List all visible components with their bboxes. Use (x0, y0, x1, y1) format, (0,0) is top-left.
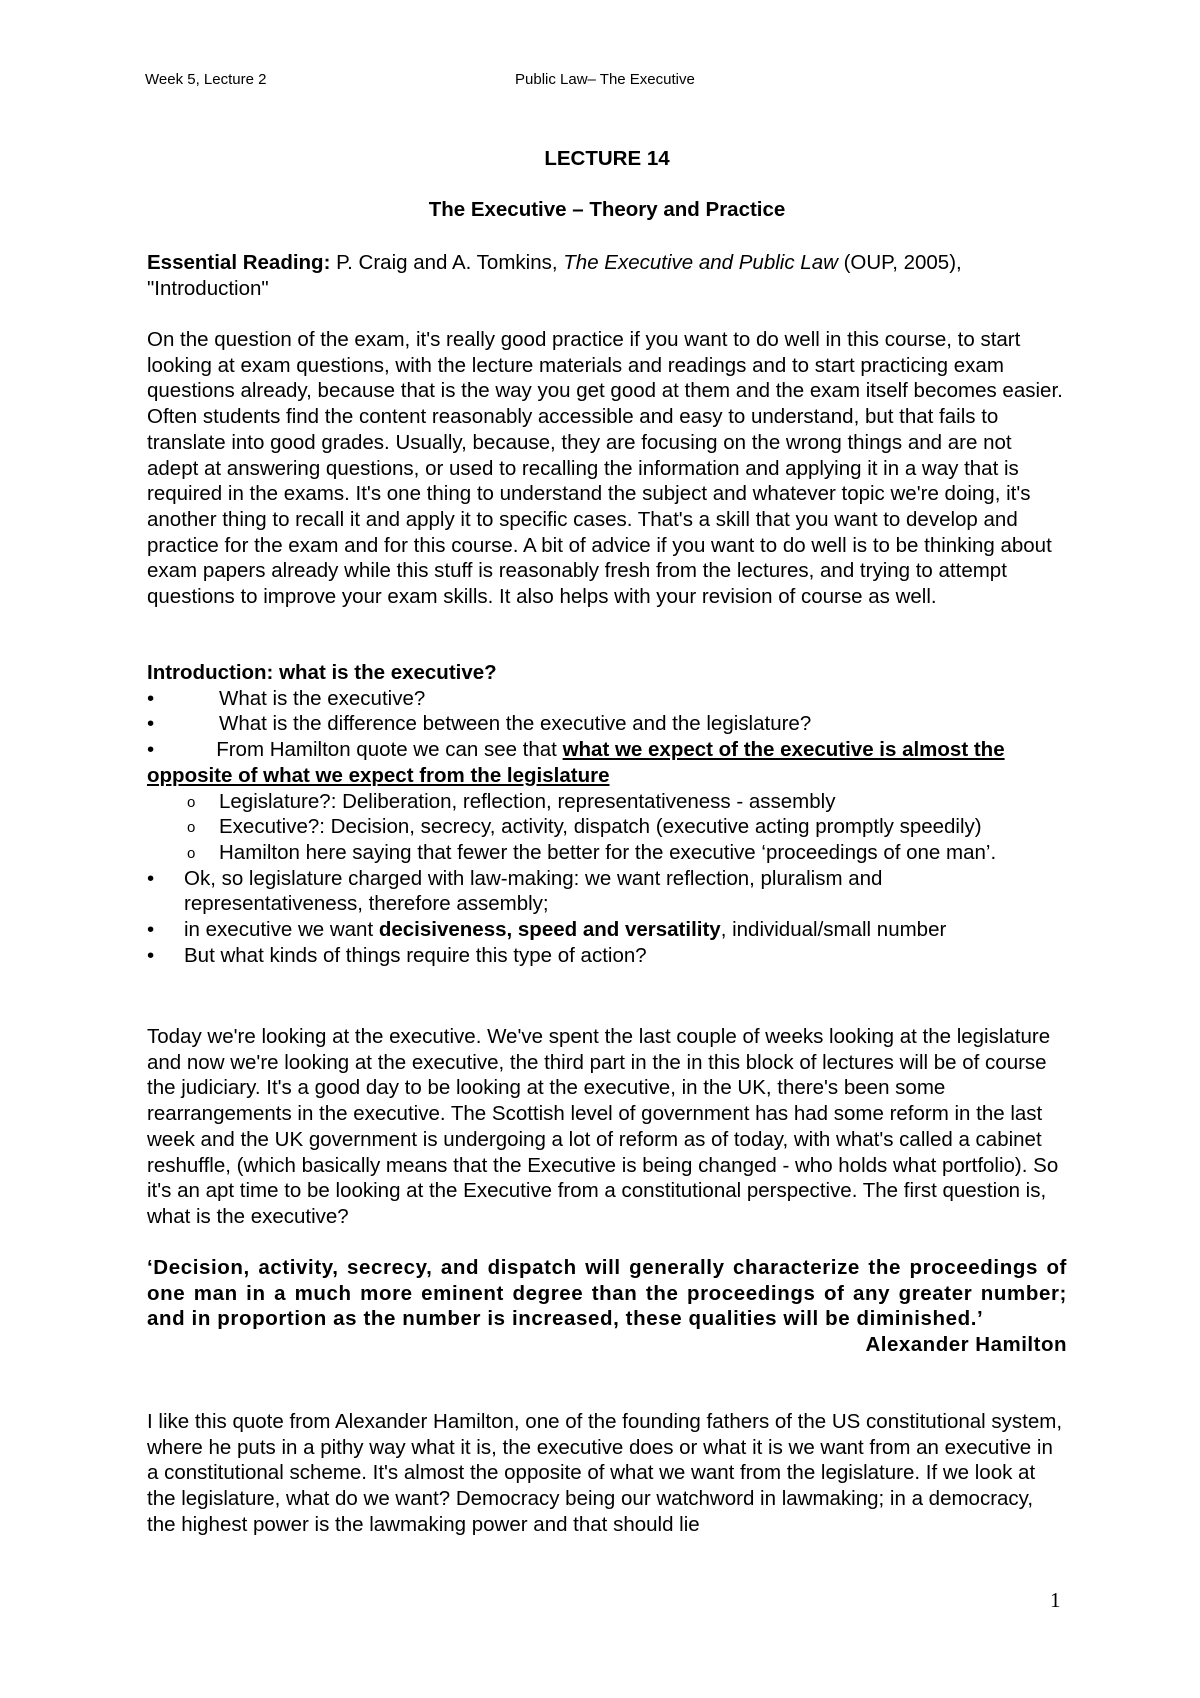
list-item: • Ok, so legislature charged with law-making: we want reflection, pluralism and representativeness, therefore assembly; (147, 866, 883, 916)
essential-reading (147, 250, 1067, 301)
intro-paragraph: On the question of the exam, it's really good practice if you want to do well in this course, to start looking at exam questions, with the lecture materials and readings and to start practicing exam questions already, because that is the way you get good at them and the exam itself becomes easier. Often students find the content reasonably accessible and easy to understand, but that fails to translate into good grades. Usually, because, they are focusing on the wrong things and are not adept at answering questions, or used to recalling the information and applying it in a way that is required in the exams. It's one thing to understand the subject and whatever topic we're doing, it's another thing to recall it and apply it to specific cases. That's a skill that you want to develop and practice for the exam and for this course. A bit of advice if you want to do well is to be thinking about exam papers already while this stuff is reasonably fresh from the lectures, and trying to attempt questions to improve your exam skills. It also helps with your revision of course as well. (147, 328, 1063, 609)
bullet-icon: • (147, 738, 155, 762)
list-item: • But what kinds of things require this type of action? (147, 943, 647, 967)
emphasized-text: decisiveness, speed and versatility (378, 918, 721, 942)
today-paragraph: Today we're looking at the executive. We've spent the last couple of weeks looking at the legislature and now we're looking at the executive, the third part in the in this block of lectures will be of course the judiciary. It's a good day to be looking at the executive, in the UK, there's been some rearrangements in the executive. The Scottish level of government has had some reform in the last week and the UK government is undergoing a lot of reform as of today, with what's called a cabinet reshuffle, (which basically means that the Executive is being changed - who holds what portfolio). So it's an apt time to be looking at the Executive from a constitutional perspective. The first question is, what is the executive? (147, 1025, 1059, 1228)
page-number: 1 (1050, 1588, 1061, 1612)
circle-bullet-icon: o (187, 844, 196, 862)
emphasized-text: what we expect of the executive is almost the opposite of what we expect from the legislature (147, 738, 1005, 787)
section-heading: Introduction: what is the executive? (147, 661, 497, 684)
bullet-icon: • (147, 712, 155, 736)
quote-attribution: Alexander Hamilton (865, 1333, 1067, 1357)
bullet-icon: • (147, 918, 155, 942)
lecture-title: LECTURE 14 (544, 147, 670, 170)
sub-list-item: o Executive?: Decision, secrecy, activity, dispatch (executive acting promptly speedily) (147, 814, 1067, 840)
bullet-icon: • (147, 686, 155, 710)
sub-list-item: o Legislature?: Deliberation, reflection, representativeness - assembly (147, 789, 1067, 815)
reading-text-2: (OUP, 2005), "Introduction" (147, 251, 962, 300)
intro-paragraph-block (147, 327, 1067, 610)
header-left: Week 5, Lecture 2 (145, 71, 267, 88)
reading-book-title: The Executive and Public Law (563, 251, 838, 274)
circle-bullet-icon: o (187, 819, 196, 837)
list-item: • What is the executive? (147, 686, 426, 710)
bullet-icon: • (147, 866, 155, 890)
reading-text-1: P. Craig and A. Tomkins, (330, 251, 564, 274)
hamilton-quote: ‘Decision, activity, secrecy, and dispatch will generally characterize the proceedings of one man in a much more eminent degree than the proceedings of any greater number; and in proportion as the number is increased, these qualities will be diminished.’ (147, 1256, 1067, 1331)
list-item: • From Hamilton quote we can see that what we expect of the executive is almost the opposite of what we expect from the legislature (147, 738, 1005, 787)
list-item: • What is the difference between the executive and the legislature? (147, 712, 812, 736)
today-paragraph-block (147, 1024, 1067, 1230)
introduction-section (147, 660, 1067, 968)
header-right: Public Law– The Executive (515, 71, 695, 88)
lecture-subtitle: The Executive – Theory and Practice (428, 198, 786, 221)
circle-bullet-icon: o (187, 793, 196, 811)
quote-block (147, 1255, 1067, 1358)
sub-list-item: o Hamilton here saying that fewer the better for the executive ‘proceedings of one man’. (147, 840, 1067, 866)
closing-paragraph: I like this quote from Alexander Hamilton, one of the founding fathers of the US constitutional system, where he puts in a pithy way what it is, the executive does or what it is we want from an executive in a constitutional scheme. It's almost the opposite of what we want from the legislature. If we look at the legislature, what do we want? Democracy being our watchword in lawmaking; in a democracy, the highest power is the lawmaking power and that should lie (147, 1410, 1063, 1536)
bullet-icon: • (147, 943, 155, 967)
closing-paragraph-block (147, 1409, 1067, 1538)
reading-label: Essential Reading: (147, 251, 331, 274)
list-item: • in executive we want decisiveness, speed and versatility, individual/small number (147, 918, 947, 942)
